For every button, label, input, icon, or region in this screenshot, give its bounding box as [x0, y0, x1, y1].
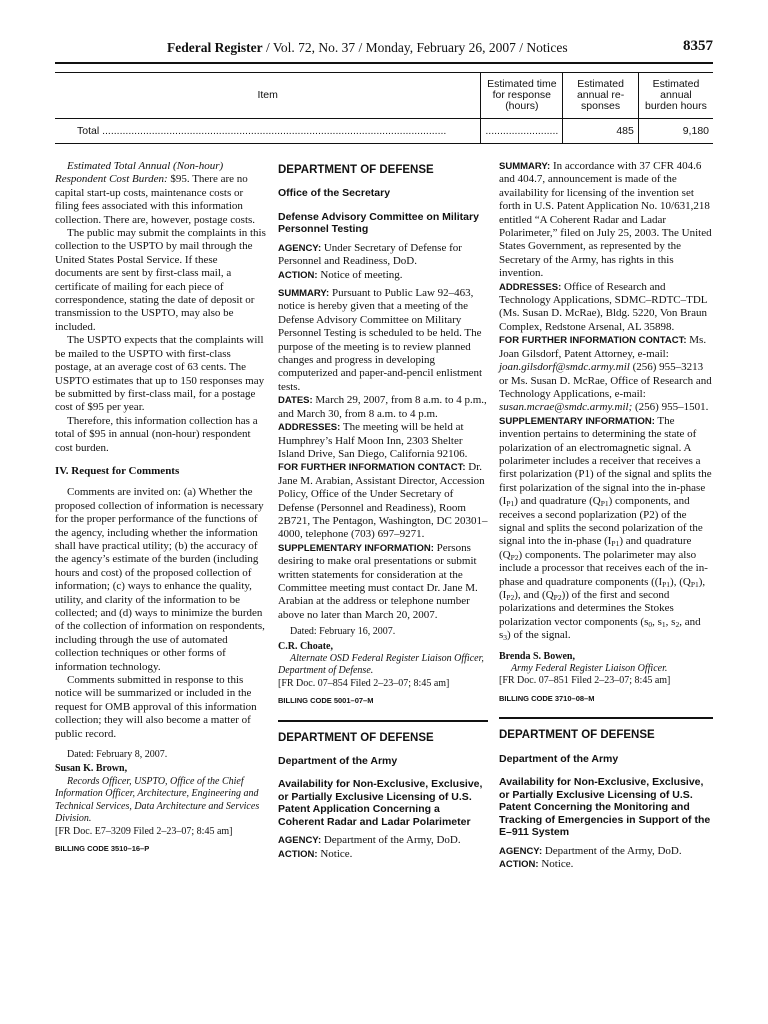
addresses-paragraph [499, 281, 713, 335]
action-text: Notice of meeting. [317, 268, 403, 281]
fr-doc-line: [FR Doc. 07–851 Filed 2–23–07; 8:45 am] [499, 675, 671, 687]
signer-name: Susan K. Brown, [55, 763, 128, 775]
office-heading: Department of the Army [278, 755, 398, 768]
agency-text: Department of the Army, DoD. [542, 844, 682, 857]
paragraph: The public may submit the complaints in this collection to the USPTO by mail through the United States Postal Service. If these documents are sent by first-class mail, a certificate of mailing for each piece of correspondence, stating the date of deposit or transmission to the USPTO, may also be included. [55, 227, 266, 333]
header-responses: Estimated annual re- sponses [563, 73, 639, 119]
action-text: Notice. [538, 857, 574, 870]
email-link[interactable]: susan.mcrae@smdc.army.mil; [499, 401, 633, 414]
agency-text: Department of the Army, DoD. [321, 834, 461, 847]
contact-text: Ms. Joan Gilsdorf, Patent Attorney, e-mail: [499, 334, 707, 360]
supplementary-label: SUPPLEMENTARY INFORMATION: [278, 542, 434, 554]
email-link[interactable]: joan.gilsdorf@smdc.army.mil [499, 361, 630, 374]
contact-text: Dr. Jane M. Arabian, Assistant Director, Accession Policy, Office of the Under Secretary of Defense (Personnel and Readiness), Room 2B721, The Pentagon, Washington, DC 20301–4000, telephone (703) 697–9271. [278, 461, 488, 541]
department-heading: DEPARTMENT OF DEFENSE [278, 164, 434, 176]
volume-info: / Vol. 72, No. 37 / Monday, February 26, 2007 / Notices [262, 40, 568, 55]
contact-text: (256) 955–1501. [632, 401, 709, 414]
column-1 [55, 160, 267, 855]
subscript: 2 [675, 619, 680, 629]
notice-title: Availability for Non-Exclusive, Exclusive, or Partially Exclusive Licensing of U.S. Patent Application Concerning a Coherent Radar and Ladar Polarimeter [278, 778, 483, 828]
summary-paragraph [278, 287, 488, 394]
subscript: P2 [510, 552, 519, 562]
dates-label: DATES: [278, 395, 313, 407]
dates-text: March 29, 2007, from 8 a.m. to 4 p.m., and March 30, from 8 a.m. to 4 p.m. [278, 394, 487, 420]
subscript: P2 [553, 593, 562, 602]
signer-name: C.R. Choate, [278, 640, 333, 652]
dates-paragraph [278, 394, 488, 421]
signer-title: Army Federal Register Liaison Officer. [511, 663, 668, 675]
cost-burden-label: Estimated Total Annual (Non-hour) Respondent Cost Burden: [55, 160, 224, 186]
agency-label: AGENCY: [499, 845, 543, 857]
fr-doc-line: [FR Doc. E7–3209 Filed 2–23–07; 8:45 am] [55, 825, 233, 837]
supplementary-paragraph [278, 542, 488, 622]
dated-line: Dated: February 8, 2007. [67, 749, 168, 761]
agency-line [278, 834, 488, 847]
journal-name: Federal Register [167, 40, 263, 55]
addresses-label: ADDRESSES: [499, 281, 562, 293]
supp-text: ), (Q [670, 575, 691, 588]
office-heading: Office of the Secretary [278, 187, 391, 200]
notice-title: Availability for Non-Exclusive, Exclusive, or Partially Exclusive Licensing of U.S. Patent Concerning the Monitoring and Tracking of Emergencies in Support of the E–911 System [499, 776, 711, 839]
action-label: ACTION: [278, 269, 318, 281]
action-label: ACTION: [278, 848, 318, 860]
fr-doc-line: [FR Doc. 07–854 Filed 2–23–07; 8:45 am] [278, 677, 450, 689]
journal-line [167, 40, 568, 56]
running-header [55, 38, 713, 60]
table-header-row [55, 73, 713, 119]
summary-text: Pursuant to Public Law 92–463, notice is hereby given that a meeting of the Defense Advisory Committee on Military Personnel Testing is scheduled to be held. The purpose of the meeting is to review planned changes and progress in developing computerized and paper-and-pencil enlistment tests. [278, 287, 483, 393]
total-responses: 485 [563, 119, 639, 144]
column-3 [499, 160, 713, 871]
contact-label: FOR FURTHER INFORMATION CONTACT: [278, 462, 466, 474]
total-burden: 9,180 [638, 119, 713, 144]
supp-text: ) components. The polarimeter may also include a processor that receives each of the in-phase and quadrature components ((I [499, 548, 708, 588]
subscript: 1 [661, 619, 666, 629]
supp-text: )) of the first and second polarizations and determines the Stokes polarization vector components (s [499, 589, 674, 628]
subscript: P1 [690, 579, 699, 589]
agency-label: AGENCY: [278, 835, 322, 847]
burden-table [55, 72, 713, 144]
supp-text: ), (I [499, 575, 706, 601]
contact-paragraph [278, 461, 488, 541]
signer-name: Brenda S. Bowen, [499, 650, 575, 662]
subscript: P1 [506, 499, 515, 509]
billing-code: BILLING CODE 3710–08–M [499, 693, 595, 703]
department-heading: DEPARTMENT OF DEFENSE [278, 731, 434, 744]
page-number: 8357 [683, 38, 713, 54]
section-divider [278, 720, 488, 722]
header-time: Estimated time for response (hours) [481, 73, 563, 119]
subscript: P1 [600, 499, 609, 509]
subscript: 0 [648, 619, 653, 629]
summary-text: In accordance with 37 CFR 404.6 and 404.7, announcement is made of the availability for licensing of the invention set forth in U.S. Patent Application No. 10/631,218 entitled “A Coherent Radar and Ladar Polarimeter,” filed on July 25, 2003. The United States Government, as represented by the Secretary of the Army, has rights in this invention. [499, 160, 712, 280]
subscript: P1 [662, 579, 671, 589]
agency-label: AGENCY: [278, 242, 322, 254]
dated-line: Dated: February 16, 2007. [290, 626, 396, 638]
paragraph: The USPTO expects that the complaints will be mailed to the USPTO with first-class postage, at an average cost of 63 cents. The USPTO estimates that up to 150 responses may be submitted by first-class mail, for a postage cost of $95 per year. [55, 334, 265, 414]
supp-text: ) and quadrature (Q [499, 535, 692, 561]
section-heading: IV. Request for Comments [55, 464, 180, 477]
summary-label: SUMMARY: [278, 288, 330, 300]
action-text: Notice. [317, 847, 353, 860]
supplementary-text: Persons desiring to make oral presentations or submit written statements for consideration at the Committee meeting must contact Dr. Jane M. Arabian at the address or telephone number above no later than March 20, 2007. [278, 541, 478, 621]
action-line [278, 269, 488, 282]
notice-title: Defense Advisory Committee on Military Personnel Testing [278, 210, 479, 236]
supp-text: ) of the signal. [507, 629, 571, 642]
paragraph: Comments submitted in response to this notice will be summarized or included in the request for OMB approval of this information collection; they will also become a matter of public record. [55, 674, 257, 740]
agency-line [499, 845, 713, 858]
action-line [499, 858, 713, 871]
billing-code: BILLING CODE 5001–07–M [278, 696, 374, 706]
addresses-text: The meeting will be held at Humphrey’s Half Moon Inn, 2303 Shelter Island Drive, San Diego, California 92106. [278, 421, 468, 460]
action-line [278, 848, 488, 861]
total-time: ......................... [481, 119, 563, 144]
signer-title: Alternate OSD Federal Register Liaison Officer, Department of Defense. [278, 653, 484, 677]
subscript: P1 [611, 539, 620, 549]
supp-text: The invention pertains to determining the state of polarization of an electromagnetic signal. A polarimeter includes a receiver that receives a first polarization (P1) of the signal and splits the first polarization of the signal into the in-phase (I [499, 414, 712, 508]
subscript: 3 [503, 633, 508, 643]
supp-text: , s [652, 615, 662, 628]
contact-paragraph [499, 334, 713, 414]
addresses-text: Office of Research and Technology Applications, SDMC–RDTC–TDL (Ms. Susan D. McRae), Bldg. 5220, Von Braun Complex, Redstone Arsenal, AL 35898. [499, 280, 708, 333]
agency-line [278, 242, 488, 269]
header-item: Item [55, 73, 481, 119]
summary-paragraph [499, 160, 713, 281]
office-heading: Department of the Army [499, 752, 619, 765]
supp-text: , s [665, 615, 676, 628]
summary-label: SUMMARY: [499, 161, 551, 172]
action-label: ACTION: [499, 858, 539, 870]
section-divider [499, 717, 713, 719]
cost-burden-paragraph [55, 160, 267, 227]
signer-title: Records Officer, USPTO, Office of the Chief Information Officer, Architecture, Engineering and Technical Services, Data Architecture and Services Division. [55, 775, 260, 825]
paragraph: Comments are invited on: (a) Whether the proposed collection of information is necessary for the proper performance of the functions of the agency, including whether the information shall have practical utility; (b) the accuracy of the agency’s estimate of the burden (including hours and cost) of the proposed collection of information; (c) ways to enhance the quality, utility, and clarity of the information to be collected; and (d) ways to minimize the burden of the collection of information on respondents, including through the use of automated collection techniques or other forms of information technology. [55, 486, 265, 673]
supp-text: , and s [499, 615, 701, 642]
column-2 [278, 160, 488, 861]
table-row [55, 119, 713, 144]
supp-text: ), and (Q [514, 589, 554, 601]
cost-burden-text: $95. There are no capital start-up costs, maintenance costs or filing fees associated with this information collection. There are, however, postage costs. [55, 173, 256, 226]
agency-text: Under Secretary of Defense for Personnel and Readiness, DoD. [278, 241, 462, 268]
contact-label: FOR FURTHER INFORMATION CONTACT: [499, 335, 687, 347]
addresses-label: ADDRESSES: [278, 422, 341, 434]
contact-text: (256) 955–3213 or Ms. Susan D. McRae, Office of Research and Technology Applications, e-mail: [499, 361, 712, 400]
header-rule [55, 62, 713, 64]
paragraph: Therefore, this information collection has a total of $95 in annual (non-hour) respondent cost burden. [55, 414, 258, 454]
header-burden: Estimated annual burden hours [638, 73, 713, 119]
department-heading: DEPARTMENT OF DEFENSE [499, 729, 655, 742]
supplementary-label: SUPPLEMENTARY INFORMATION: [499, 415, 655, 427]
subscript: P2 [506, 593, 515, 602]
addresses-paragraph [278, 421, 488, 461]
supp-text: ) components, and receives a second poplarization (P2) of the signal and splits the second polarization of the signal into the in-phase (I [499, 495, 703, 548]
billing-code: BILLING CODE 3510–16–P [55, 843, 150, 853]
supp-text: ) and quadrature (Q [514, 495, 601, 508]
supplementary-paragraph [499, 415, 713, 643]
total-label: Total ...................................................................................................................... [55, 119, 481, 144]
